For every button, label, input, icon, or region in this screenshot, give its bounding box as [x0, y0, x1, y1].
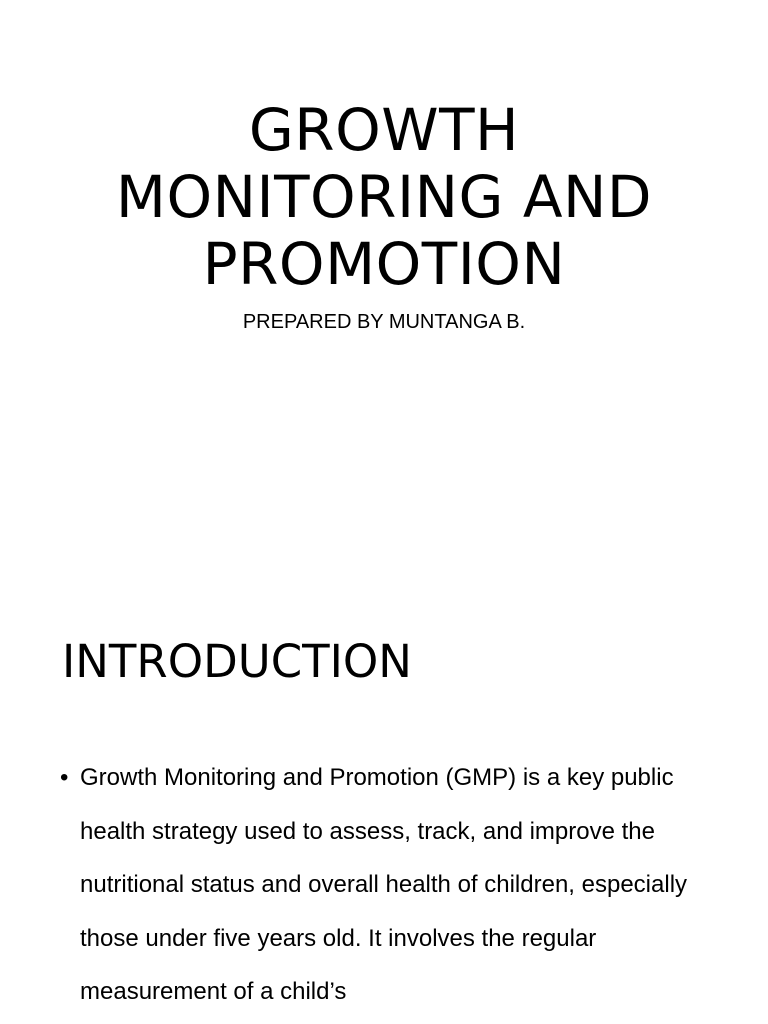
- introduction-heading: INTRODUCTION: [62, 635, 412, 688]
- presentation-title: GROWTH MONITORING AND PROMOTION: [115, 96, 653, 298]
- introduction-bullet-list: [60, 751, 710, 1019]
- presentation-subtitle: PREPARED BY MUNTANGA B.: [242, 311, 526, 333]
- bullet-icon: •: [60, 764, 69, 791]
- bullet-text: Growth Monitoring and Promotion (GMP) is a key public health strategy used to assess, track, and improve the nutritional status and overall health of children, especially those under five years old. It involves the regular measurement of a child’s: [80, 764, 688, 1005]
- bullet-item: [60, 751, 710, 1019]
